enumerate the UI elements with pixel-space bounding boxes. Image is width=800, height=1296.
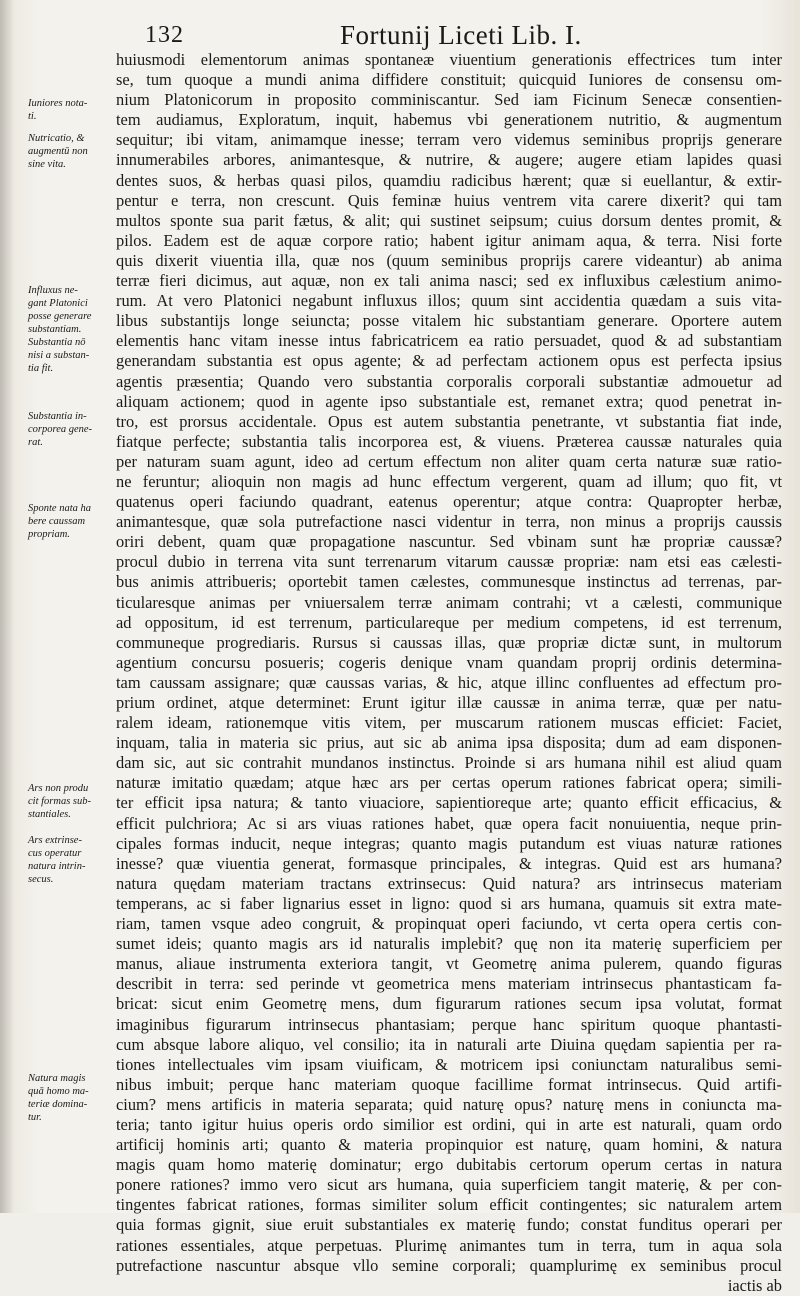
text-line: se, tum quoque a mundi anima diffidere constituit; quicquid Iuniores de consensu om- [116, 70, 782, 90]
text-line: per naturam suam agunt, ideo ad certum effectum non aliter quam certa naturæ suæ ratio- [116, 451, 782, 471]
main-text-block [116, 50, 782, 1296]
text-line: quis dixerit viuentia illa, quæ nos (quum seminibus proprijs carere videantur) ab anima [116, 250, 782, 270]
text-line: procul dubio in terrena vita sunt terrenarum vitarum caussæ propriæ: nam etsi eas cælesti- [116, 552, 782, 572]
text-line: iactis ab [727, 1275, 782, 1295]
text-line: manus, aliaue instrumenta exteriora tangit, vt Geometrę anima pulerem, quando figuras [116, 954, 782, 974]
text-line: innumerabiles arbores, animantesque, & nutrire, & augere; augere etiam lapides quasi [116, 150, 782, 170]
text-line: sequitur; ibi vitam, animamque inesse; terram vero videmus seminibus proprijs generare [116, 130, 782, 150]
text-line: tingentes fabricat rationes, formas similiter solum efficit contingentes; sic naturalem artem [116, 1195, 782, 1215]
text-line: temperans, ac si faber lignarius esset in ligno: quod si ars humana, quamuis sit extra mate- [116, 893, 782, 913]
text-line: elementis hanc vitam inesse intus fabricatricem ea ratio persuadet, quod & ad substantiam [116, 331, 782, 351]
text-line: rationes essentiales, atque perpetuas. Plurimę animantes tum in terra, tum in aqua sola [116, 1235, 782, 1255]
text-line: bus animis attribueris; oportebit tamen cælestes, communesque instinctus ad terrenas, par- [116, 572, 782, 592]
text-line: multos sponte sua parit fætus, & alit; qui sustinet seipsum; cuius dorsum dentes promit, & [116, 210, 782, 230]
text-line: ad oppositum, id est terrenum, particulareque per medium competens, id est terrenum, [116, 612, 782, 632]
text-line: riam, tamen vsque adeo congruit, & propinquat operi faciundo, vt certa opera certis con- [116, 914, 782, 934]
text-line: ralem ideam, rationemque vitis vitem, per muscarum rationem muscas efficiet: Faciet, [116, 713, 782, 733]
text-line: generandam substantia est opus agente; & ad perfectam actionem opus est perfecta ipsius [116, 351, 782, 371]
text-line: pilos. Eadem est de aquæ corpore ratio; habent igitur animam aqua, & terra. Nisi forte [116, 230, 782, 250]
margin-note: Ars extrinse- cus operatur natura intrin- secus. [28, 835, 86, 885]
text-line: fiatque perfecte; substantia talis incorporea est, & viuens. Præterea caussæ naturales quia [116, 431, 782, 451]
text-line: tro, est prorsus accidentale. Opus est autem substantia penetrante, vt substantia fiat inde, [116, 411, 782, 431]
running-title: Fortunij Liceti Lib. I. [340, 20, 582, 50]
text-line: inesse? quæ viuentia generat, formasque principales, & integras. Quid est ars humana? [116, 853, 782, 873]
margin-notes [0, 0, 116, 1213]
text-line: oriri debent, quam quæ propagatione nascuntur. Sed vbinam sunt hæ propriæ caussæ? [116, 532, 782, 552]
text-line: animantesque, quæ sola putrefactione nasci videntur in terra, non minus a proprijs caussis [116, 512, 782, 532]
text-line: tam caussam assignare; quæ caussas varias, & hic, atque illinc confluentes ad effectum pro- [116, 672, 782, 692]
text-line: ter efficit ipsa natura; & tanto viuaciore, sapientioreque arte; quanto efficit efficacius, & [116, 793, 782, 813]
text-line: teria; tanto igitur huius operis ordo similior est ordini, qui in arte est naturali, quam ordo [116, 1114, 782, 1134]
text-line: ne feruntur; alioquin non magis ad hunc effectum vergerent, quam ad illum; quo fit, vt [116, 471, 782, 491]
margin-note: Iuniores nota- ti. [28, 98, 88, 122]
text-line: tiones intellectuales vim ipsam viuificam, & motricem ipsi coniunctam naturalibus semi- [116, 1054, 782, 1074]
margin-note: Substantia in- corporea gene- rat. [28, 411, 93, 448]
text-line: cum absque labore aliquo, vel consilio; ita in naturali arte Diuina quędam sapientia per ra- [116, 1034, 782, 1054]
text-line: huiusmodi elementorum animas spontaneæ viuentium generationis effectrices tum inter [116, 50, 782, 69]
margin-note: Influxus ne- gant Platonici posse generare substantiam. Substantia nō nisi a substan- tia fit. [28, 285, 92, 374]
text-line: natura quędam materiam tractans extrinsecus: Quid natura? ars intrinsecus materiam [116, 873, 782, 893]
text-line: ponere rationes? immo vero sicut ars humana, quia superficiem tangit materię, & per con- [116, 1175, 782, 1195]
text-line: efficit pulchriora; Ac si ars viuas rationes habet, quæ opera facit nonuiuentia, neque prin- [116, 813, 782, 833]
text-line: ticularesque animas per vniuersalem terræ animam contrahi; vt a cælesti, communique [116, 592, 782, 612]
text-line: agentis præsentia; Quando vero substantia corporalis corporali substantiæ admouetur ad [116, 371, 782, 391]
page-number: 132 [145, 22, 184, 48]
margin-note: Ars non produ cit formas sub- stantiales. [28, 783, 91, 820]
text-line: describit in terra: sed perinde vt geometrica mens materiam intrinsecus phantasticam fa- [116, 974, 782, 994]
text-line: pentur e terra, non crescunt. Quis feminæ huius ventrem vita carere dixerit? qui tam [116, 190, 782, 210]
text-line: inquam, talia in materia sic prius, aut sic ab anima ipsa disposita; dum ad eam disponen- [116, 733, 782, 753]
text-line: putrefactione nascuntur absque vllo semine corporali; quamplurimę ex seminibus procul [116, 1255, 782, 1275]
text-line: sumet ideis; quanto magis ars id naturalis implebit? quę non ita materię superficiem per [116, 934, 782, 954]
text-line: communeque progrediaris. Rursus si caussas illas, quæ propriæ dictæ sunt, in multorum [116, 632, 782, 652]
text-line: cipales formas inducit, neque integras; quanto magis putandum est viuas naturæ rationes [116, 833, 782, 853]
text-line: bricat: sicut enim Geometrę mens, dum figurarum rationes secum ipsa volutat, format [116, 994, 782, 1014]
margin-note: Natura magis quā homo ma- teriæ domina- tur. [28, 1073, 89, 1123]
text-line: dentes suos, & herbas quasi pilos, quamdiu radicibus hærent; quæ si euellantur, & extir- [116, 170, 782, 190]
text-line: agentium concursu posueris; cogeris denique vnam quandam proprij ordinis determina- [116, 652, 782, 672]
text-line: naturæ imitatio quædam; atque hæc ars per certas operum rationes fabricat opera; simili- [116, 773, 782, 793]
text-line: terræ fieri dicimus, aut aquæ, non ex tali anima nasci; sed ex influxibus cælestium animo- [116, 271, 782, 291]
text-line: nium Platonicorum in proposito comminiscantur. Sed iam Ficinum Senecæ consentien- [116, 90, 782, 110]
text-line: aliquam actionem; quod in agente ipso substantiale est, remanet extra; quod penetrat in- [116, 391, 782, 411]
text-line: cium? mens artificis in materia separata; quid naturę opus? naturę mens in coniuncta ma- [116, 1094, 782, 1114]
text-line: magis quam homo materię dominatur; ergo dubitabis certorum operum certas in natura [116, 1155, 782, 1175]
text-line: artificij hominis arti; quanto & materia propinquior est naturę, quam homini, & natura [116, 1135, 782, 1155]
text-line: prium ordinet, atque determinet: Erunt igitur illæ caussæ in anima terræ, quæ per natu- [116, 693, 782, 712]
margin-note: Nutricatio, & augmentū non sine vita. [28, 133, 88, 170]
text-line: rum. At vero Platonici negabunt influxus illos; quum sint accidentia quædam a suis vita- [116, 291, 782, 311]
text-line: libus substantijs longe seiuncta; posse vitalem hic substantiam generare. Oportere autem [116, 311, 782, 331]
text-line: quia formas gignit, siue eruit substantiales ex materię fundo; constat funditus operari per [116, 1215, 782, 1235]
text-line: nibus imbuit; perque hanc materiam quoque facillime format intrinsecus. Quid artifi- [116, 1074, 782, 1094]
text-line: quatenus operi faciundo quadrant, eatenus operentur; atque contra: Quapropter herbæ, [116, 492, 782, 512]
page-header [0, 18, 800, 48]
text-line: imaginibus figurarum intrinsecus phantasiam; perque hanc spiritum quoque phantasti- [116, 1014, 782, 1034]
margin-note: Sponte nata ha bere caussam propriam. [28, 503, 91, 540]
text-line: dam sic, aut sic contrahit mundanos instinctus. Proinde si ars humana nihil est aliud quam [116, 753, 782, 773]
text-line: tem audiamus, Exploratum, inquit, habemus vbi generationem nutritio, & augmentum [116, 110, 782, 130]
